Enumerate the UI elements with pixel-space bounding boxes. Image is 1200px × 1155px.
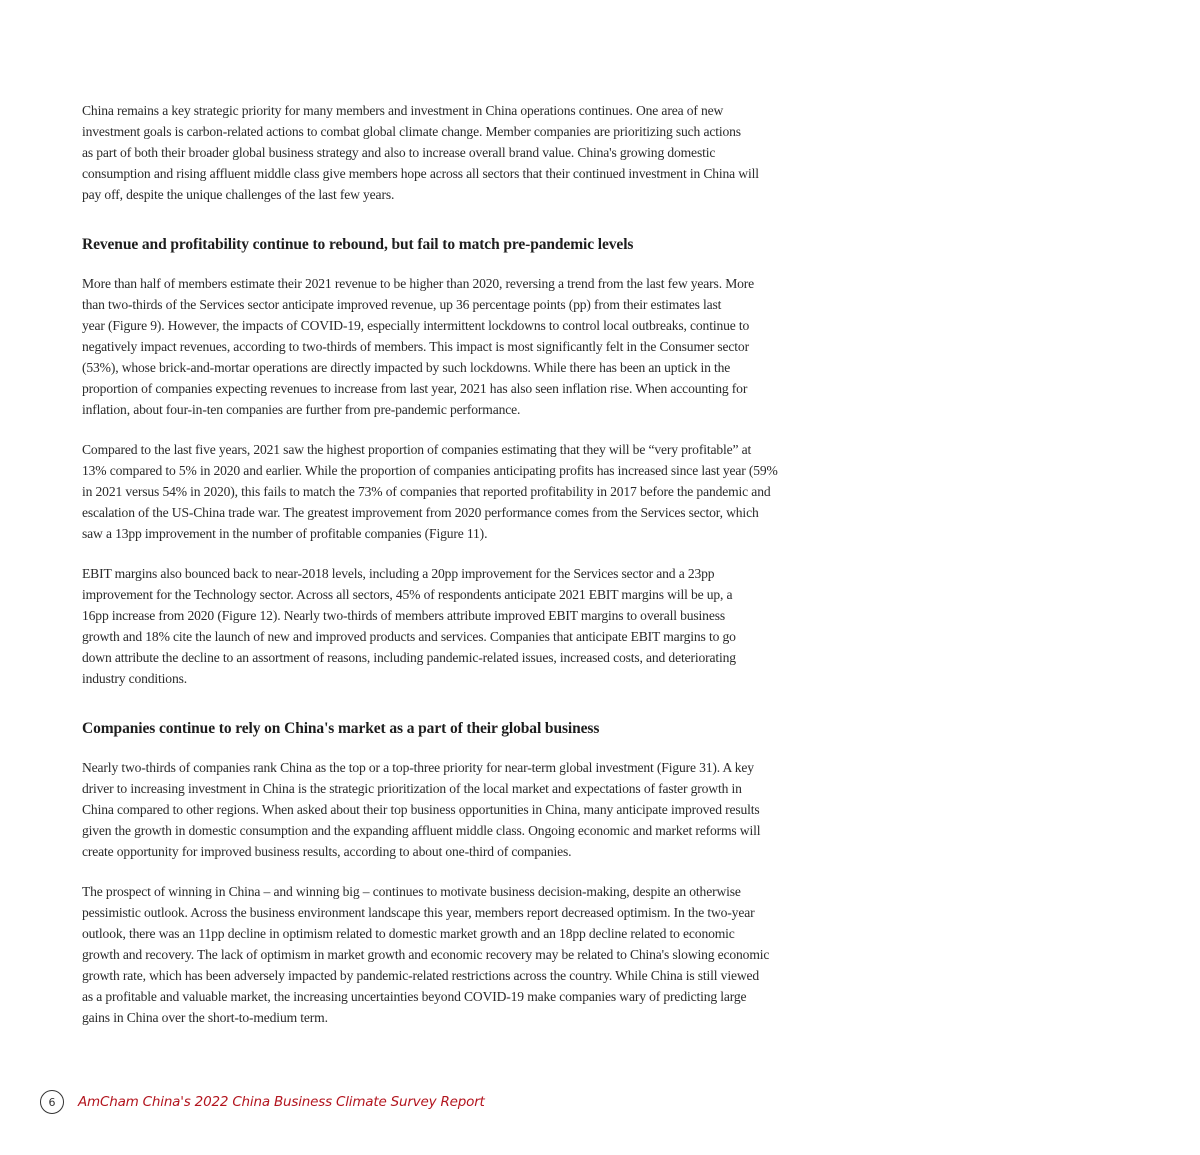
- paragraph-line: proportion of companies expecting revenues to increase from last year, 2021 has also seen inflation rise. When accounting for: [82, 381, 748, 396]
- report-title: AmCham China's 2022 China Business Climate Survey Report: [78, 1094, 485, 1110]
- paragraph-line: 16pp increase from 2020 (Figure 12). Nearly two-thirds of members attribute improved EBIT margins to overall business: [82, 608, 725, 623]
- paragraph-line: growth rate, which has been adversely impacted by pandemic-related restrictions across the country. While China is still viewed: [82, 968, 760, 983]
- paragraph-line: driver to increasing investment in China is the strategic prioritization of the local market and expectations of faster growth in: [82, 781, 742, 796]
- paragraph-line: year (Figure 9). However, the impacts of COVID-19, especially intermittent lockdowns to control local outbreaks, continue to: [82, 318, 750, 333]
- paragraph-line: 13% compared to 5% in 2020 and earlier. While the proportion of companies anticipating profits has increased since last year (59%: [82, 463, 778, 478]
- paragraph-line: in 2021 versus 54% in 2020), this fails to match the 73% of companies that reported profitability in 2017 before the pandemic and: [82, 484, 771, 499]
- paragraph-line: EBIT margins also bounced back to near-2018 levels, including a 20pp improvement for the Services sector and a 23pp: [82, 566, 715, 581]
- paragraph-line: create opportunity for improved business results, according to about one-third of companies.: [82, 844, 572, 859]
- section-heading: Companies continue to rely on China's market as a part of their global business: [82, 720, 600, 737]
- paragraph-line: growth and recovery. The lack of optimism in market growth and economic recovery may be related to China's slowing economic: [82, 947, 770, 962]
- body-paragraph: [82, 273, 882, 420]
- paragraph-line: than two-thirds of the Services sector anticipate improved revenue, up 36 percentage points (pp) from their estimates last: [82, 297, 722, 312]
- paragraph-line: improvement for the Technology sector. Across all sectors, 45% of respondents anticipate 2021 EBIT margins will be up, a: [82, 587, 733, 602]
- paragraph-line: as a profitable and valuable market, the increasing uncertainties beyond COVID-19 make companies wary of predicting large: [82, 989, 747, 1004]
- paragraph-line: outlook, there was an 11pp decline in optimism related to domestic market growth and an 18pp decline related to economic: [82, 926, 735, 941]
- body-paragraph: [82, 881, 882, 1028]
- body-paragraph: [82, 563, 882, 689]
- paragraph-line: Compared to the last five years, 2021 saw the highest proportion of companies estimating that they will be “very profitable” at: [82, 442, 752, 457]
- paragraph-line: China remains a key strategic priority for many members and investment in China operations continues. One area of new: [82, 103, 724, 118]
- page-footer: [40, 1090, 485, 1114]
- paragraph-line: consumption and rising affluent middle class give members hope across all sectors that their continued investment in China will: [82, 166, 759, 181]
- paragraph-line: investment goals is carbon-related actions to combat global climate change. Member companies are prioritizing such actions: [82, 124, 741, 139]
- paragraph-line: growth and 18% cite the launch of new and improved products and services. Companies that anticipate EBIT margins to go: [82, 629, 736, 644]
- paragraph-line: gains in China over the short-to-medium term.: [82, 1010, 328, 1025]
- paragraph-line: pessimistic outlook. Across the business environment landscape this year, members report decreased optimism. In the two-year: [82, 905, 755, 920]
- paragraph-line: (53%), whose brick-and-mortar operations are directly impacted by such lockdowns. While there has been an uptick in the: [82, 360, 731, 375]
- paragraph-line: pay off, despite the unique challenges of the last few years.: [82, 187, 395, 202]
- paragraph-line: industry conditions.: [82, 671, 187, 686]
- paragraph-line: given the growth in domestic consumption and the expanding affluent middle class. Ongoing economic and market reforms will: [82, 823, 761, 838]
- paragraph-line: saw a 13pp improvement in the number of profitable companies (Figure 11).: [82, 526, 488, 541]
- paragraph-line: Nearly two-thirds of companies rank China as the top or a top-three priority for near-term global investment (Figure 31). A key: [82, 760, 754, 775]
- paragraph-line: escalation of the US-China trade war. The greatest improvement from 2020 performance comes from the Services sector, which: [82, 505, 759, 520]
- paragraph-line: inflation, about four-in-ten companies are further from pre-pandemic performance.: [82, 402, 521, 417]
- page-number: 6: [40, 1090, 64, 1114]
- section-heading: Revenue and profitability continue to rebound, but fail to match pre-pandemic levels: [82, 236, 634, 253]
- paragraph-line: down attribute the decline to an assortment of reasons, including pandemic-related issues, increased costs, and deteriorating: [82, 650, 736, 665]
- body-paragraph: [82, 100, 882, 205]
- paragraph-line: China compared to other regions. When asked about their top business opportunities in China, many anticipate improved results: [82, 802, 760, 817]
- body-paragraph: [82, 757, 882, 862]
- paragraph-line: negatively impact revenues, according to two-thirds of members. This impact is most significantly felt in the Consumer sector: [82, 339, 749, 354]
- paragraph-line: The prospect of winning in China – and winning big – continues to motivate business decision-making, despite an otherwise: [82, 884, 741, 899]
- body-paragraph: [82, 439, 882, 544]
- paragraph-line: More than half of members estimate their 2021 revenue to be higher than 2020, reversing a trend from the last few years. More: [82, 276, 755, 291]
- paragraph-line: as part of both their broader global business strategy and also to increase overall brand value. China's growing domestic: [82, 145, 716, 160]
- document-body: [82, 100, 882, 1028]
